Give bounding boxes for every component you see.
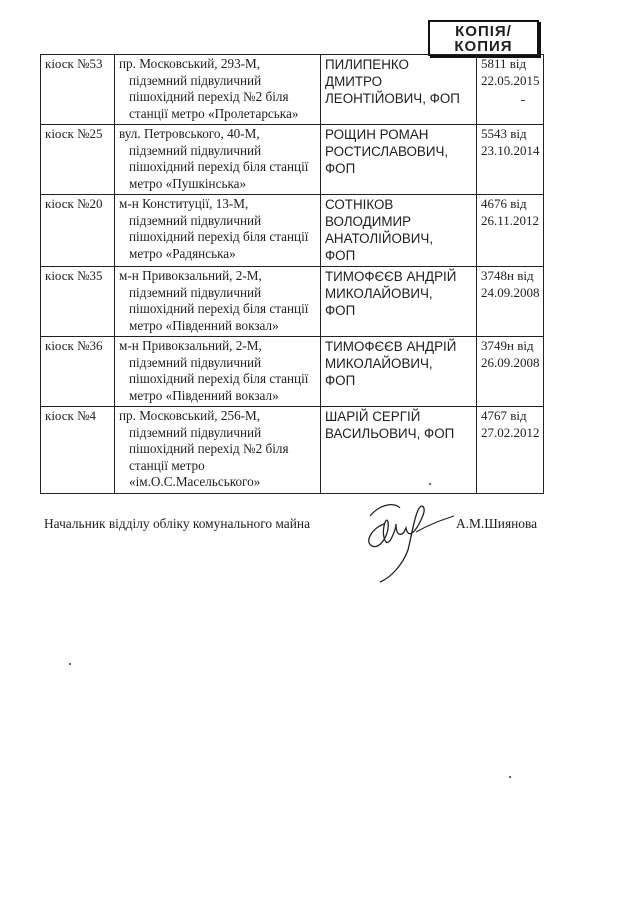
address-line: станції метро «Пролетарська» [129, 105, 299, 121]
scan-speck [521, 100, 525, 101]
owner-cell [321, 195, 477, 267]
table-body [41, 55, 544, 494]
address-line: підземний підвуличний [129, 72, 262, 88]
address-cell [115, 407, 321, 494]
owner-line: МИКОЛАЙОВИЧ, [325, 286, 433, 301]
permit-line: 27.02.2012 [481, 424, 540, 440]
address-line: пішохідний перехід біля станції [129, 229, 309, 244]
address-line: «ім.О.С.Масельського» [129, 474, 261, 489]
stamp-line-2: КОПИЯ [454, 38, 513, 55]
table-row [41, 55, 544, 125]
address-line: пішохідний перехід №2 біля [129, 441, 289, 456]
address-cell [115, 267, 321, 337]
permit-cell [477, 337, 544, 407]
address-line: метро «Пушкінська» [129, 175, 247, 191]
address-cell [115, 195, 321, 267]
address-line: пр. Московський, 256-М, [119, 408, 261, 423]
owner-line: ЛЕОНТІЙОВИЧ, ФОП [325, 91, 460, 106]
signature-row [44, 516, 564, 536]
address-line: пішохідний перехід біля станції [129, 301, 309, 316]
owner-cell [321, 55, 477, 125]
owner-line: ФОП [325, 161, 356, 176]
address-line: пішохідний перехід біля станції [129, 371, 309, 386]
signatory-name: А.М.Шиянова [456, 516, 538, 531]
permit-cell [477, 267, 544, 337]
table-row [41, 407, 544, 494]
owner-line: АНАТОЛІЙОВИЧ, [325, 231, 434, 246]
kiosk-number-cell: кіоск №4 [41, 407, 115, 494]
table-row [41, 125, 544, 195]
address-line: пішохідний перехід №2 біля [129, 89, 289, 104]
permit-line: 26.11.2012 [481, 212, 540, 228]
address-line: підземний підвуличний [129, 424, 262, 440]
table-row [41, 195, 544, 267]
scan-speck [429, 483, 431, 485]
permit-line: 23.10.2014 [481, 142, 540, 158]
owner-line: ШАРІЙ СЕРГІЙ [325, 409, 421, 424]
permit-line: 3748н від [481, 268, 534, 283]
address-cell [115, 55, 321, 125]
owner-line: РОСТИСЛАВОВИЧ, [325, 144, 449, 159]
owner-cell [321, 125, 477, 195]
address-cell [115, 337, 321, 407]
owner-line: ТИМОФЄЄВ АНДРІЙ [325, 339, 457, 354]
permit-line: 3749н від [481, 338, 534, 353]
owner-line: МИКОЛАЙОВИЧ, [325, 356, 433, 371]
copy-stamp [428, 20, 539, 56]
owner-line: ТИМОФЄЄВ АНДРІЙ [325, 269, 457, 284]
owner-line: ВАСИЛЬОВИЧ, ФОП [325, 426, 455, 441]
permit-line: 26.09.2008 [481, 354, 540, 370]
permit-line: 24.09.2008 [481, 284, 540, 300]
owner-line: ФОП [325, 303, 356, 318]
kiosk-number-cell: кіоск №20 [41, 195, 115, 267]
address-line: підземний підвуличний [129, 212, 262, 228]
address-line: підземний підвуличний [129, 354, 262, 370]
kiosk-register-table [40, 54, 544, 494]
kiosk-number-cell: кіоск №53 [41, 55, 115, 125]
address-line: вул. Петровського, 40-М, [119, 126, 260, 141]
permit-line: 5811 від [481, 56, 527, 71]
owner-line: СОТНІКОВ [325, 197, 394, 212]
address-line: метро «Південний вокзал» [129, 387, 279, 403]
owner-line: ФОП [325, 373, 356, 388]
address-line: метро «Південний вокзал» [129, 317, 279, 333]
permit-line: 22.05.2015 [481, 72, 540, 88]
address-line: підземний підвуличний [129, 142, 262, 158]
owner-line: РОЩИН РОМАН [325, 127, 429, 142]
address-line: м-н Привокзальний, 2-М, [119, 338, 262, 353]
address-line: пр. Московський, 293-М, [119, 56, 261, 71]
owner-cell [321, 337, 477, 407]
permit-line: 4767 від [481, 408, 527, 423]
address-line: м-н Привокзальний, 2-М, [119, 268, 262, 283]
kiosk-number-cell: кіоск №25 [41, 125, 115, 195]
address-line: пішохідний перехід біля станції [129, 159, 309, 174]
owner-line: ПИЛИПЕНКО [325, 57, 409, 72]
address-line: метро «Радянська» [129, 245, 236, 261]
signatory-title: Начальник відділу обліку комунального майна [44, 516, 311, 531]
address-line: м-н Конституції, 13-М, [119, 196, 249, 211]
owner-cell [321, 267, 477, 337]
permit-line: 5543 від [481, 126, 527, 141]
stamp-line-1: КОПІЯ/ [455, 23, 512, 40]
permit-cell [477, 125, 544, 195]
table-row [41, 267, 544, 337]
owner-cell [321, 407, 477, 494]
permit-cell [477, 195, 544, 267]
kiosk-number-cell: кіоск №35 [41, 267, 115, 337]
kiosk-number-cell: кіоск №36 [41, 337, 115, 407]
address-line: підземний підвуличний [129, 284, 262, 300]
address-line: станції метро [129, 457, 205, 473]
owner-line: ВОЛОДИМИР [325, 214, 412, 229]
owner-line: ФОП [325, 248, 356, 263]
owner-line: ДМИТРО [325, 74, 383, 89]
permit-cell [477, 407, 544, 494]
permit-line: 4676 від [481, 196, 527, 211]
scan-speck [69, 663, 71, 665]
table-row [41, 337, 544, 407]
permit-cell [477, 55, 544, 125]
handwritten-signature [350, 494, 460, 590]
address-cell [115, 125, 321, 195]
scan-speck [509, 776, 511, 778]
